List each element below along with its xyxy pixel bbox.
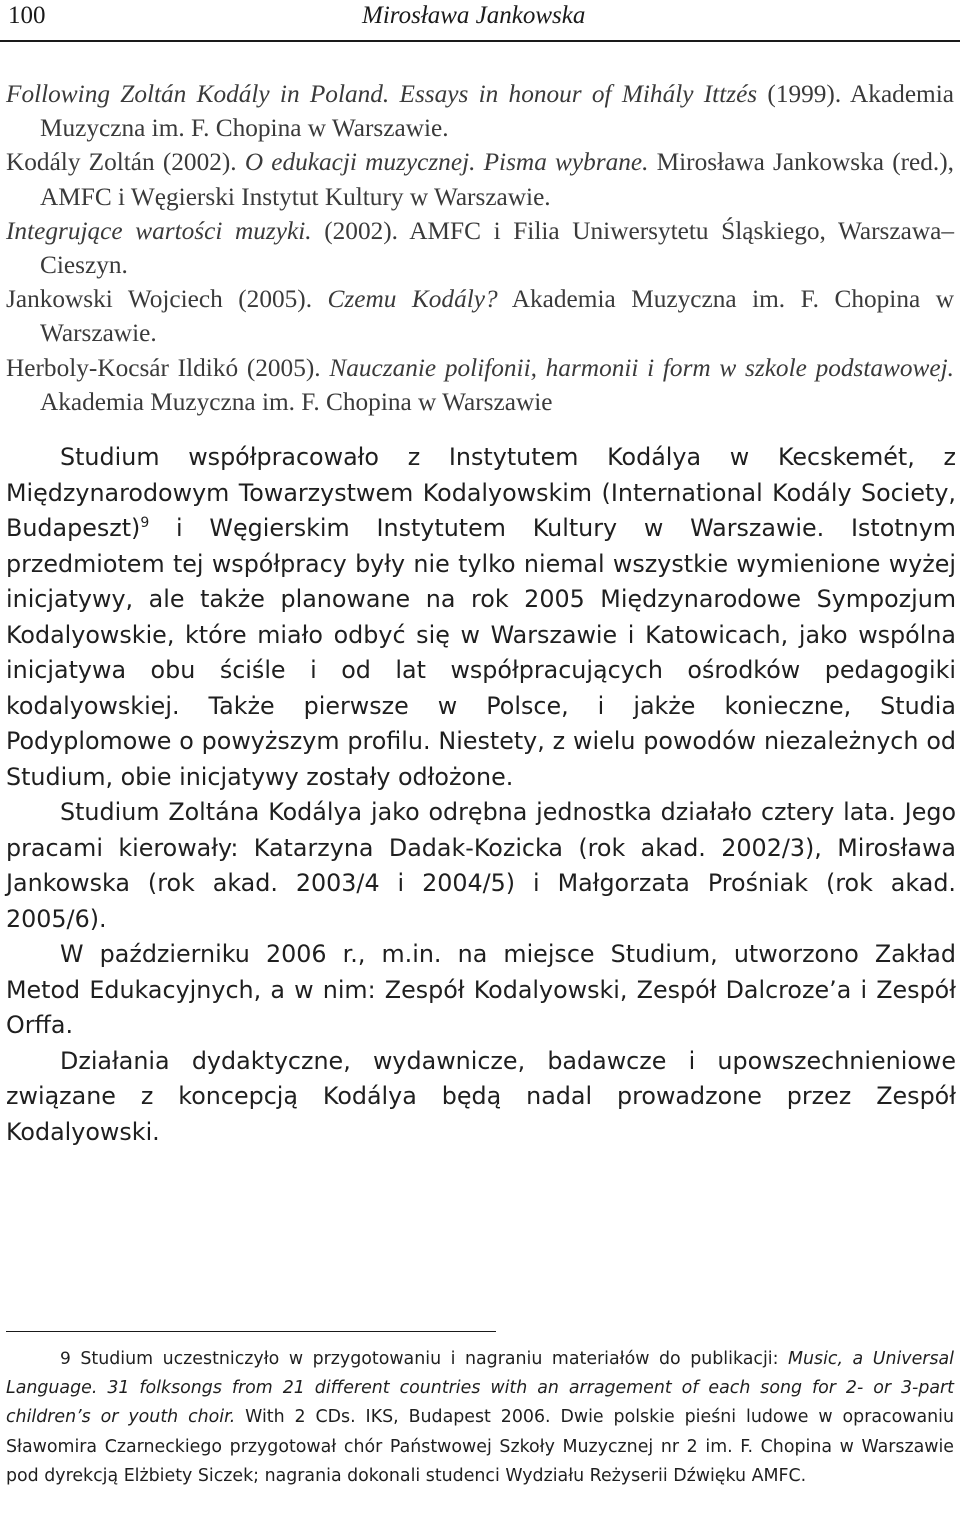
reference-title: Nauczanie polifonii, harmonii i form w szkole podstawowej.: [329, 353, 955, 382]
header-rule: [0, 40, 960, 42]
body-text: [6, 440, 956, 1150]
references-list: [6, 77, 954, 419]
paragraph: W październiku 2006 r., m.in. na miejsce Studium, utworzono Zakład Metod Edukacyjnych, a w nim: Zespół Kodalyowski, Zespół Dalcroze’a i Zespół Orffa.: [6, 940, 956, 1039]
paragraph: Działania dydaktyczne, wydawnicze, badawcze i upowszechnieniowe związane z koncepcją Kodálya będą nadal prowadzone przez Zespół Kodalyowski.: [6, 1046, 956, 1146]
reference-author: Jankowski Wojciech (2005).: [6, 285, 328, 314]
reference-details: (2002). AMFC i Filia Uniwersytetu Śląskiego, Warszawa–Cieszyn.: [40, 216, 955, 280]
footnote: [6, 1345, 954, 1491]
reference-title: Czemu Kodály?: [327, 285, 498, 314]
footnote-text: Studium uczestniczyło w przygotowaniu i nagraniu materiałów do publikacji:: [70, 1349, 788, 1369]
reference-item: [6, 282, 954, 350]
reference-title: Following Zoltán Kodály in Poland. Essays in honour of Mihály Ittzés: [6, 80, 758, 108]
footnote-title: Music, a Universal Language. 31 folksongs from 21 different countries with an arragement of each song for 2- or 3-part children’s or youth choir.: [6, 1349, 954, 1428]
reference-details: Akademia Muzyczna im. F. Chopina w Warszawie.: [40, 285, 954, 348]
footnote-rule: [6, 1331, 496, 1332]
paragraph-text: i Węgierskim Instytutem Kultury w Warszawie. Istotnym przedmiotem tej współpracy były nie tylko niemal wszystkie wymienione wyżej inicjatywy, ale także planowane na rok 2005 Międzynarodowe Sympozjum Kodalyowskie, które miało odbyć się w Warszawie i Katowicach, jako wspólna inicjatywa obu ściśle i od lat współpracujących ośrodków pedagogiki kodalyowskiej. Także pierwsze w Polsce, i jakże konieczne, Studia Podyplomowe o powyższym profilu. Niestety, z wielu powodów niezależnych od Studium, obie inicjatywy zostały odłożone.: [6, 514, 956, 791]
reference-author: Kodály Zoltán (2002).: [6, 148, 245, 177]
reference-author: Herboly-Kocsár Ildikó (2005).: [6, 353, 330, 382]
paragraph-text: Studium współpracowało z Instytutem Kodálya w Kecskemét, z Międzynarodowym Towarzystwem Kodalyowskim (International Kodály Society, Budapeszt): [6, 443, 956, 542]
reference-item: [6, 214, 954, 282]
paragraph: Studium Zoltána Kodálya jako odrębna jednostka działało cztery lata. Jego pracami kierowały: Katarzyna Dadak-Kozicka (rok akad. 2002/3), Mirosława Jankowska (rok akad. 2003/4 i 2004/5) i Małgorzata Prośniak (rok akad. 2005/6).: [6, 798, 956, 933]
footnote-text: With 2 CDs. IKS, Budapest 2006. Dwie polskie pieśni ludowe w opracowaniu Sławomira Czarneckiego przygotował chór Państwowej Szkoły Muzycznej nr 2 im. F. Chopina w Warszawie pod dyrekcją Elżbiety Siczek; nagrania dokonali studenci Wydziału Reżyserii Dźwięku AMFC.: [6, 1407, 954, 1486]
reference-details: Mirosława Jankowska (red.), AMFC i Węgierski Instytut Kultury w Warszawie.: [40, 148, 955, 211]
paragraph: [6, 440, 956, 795]
reference-details: Akademia Muzyczna im. F. Chopina w Warszawie: [40, 387, 553, 416]
footnote-mark: 9: [60, 1349, 71, 1369]
footnote-reference: 9: [140, 515, 150, 532]
reference-item: [6, 145, 954, 213]
reference-title: O edukacji muzycznej. Pisma wybrane.: [244, 148, 649, 177]
reference-title: Integrujące wartości muzyki.: [6, 216, 312, 245]
running-title: Mirosława Jankowska: [362, 2, 586, 29]
reference-details: (1999). Akademia Muzyczna im. F. Chopina w Warszawie.: [40, 80, 954, 143]
reference-item: [6, 351, 954, 419]
page-number: 100: [8, 2, 46, 29]
reference-item: [6, 77, 954, 145]
